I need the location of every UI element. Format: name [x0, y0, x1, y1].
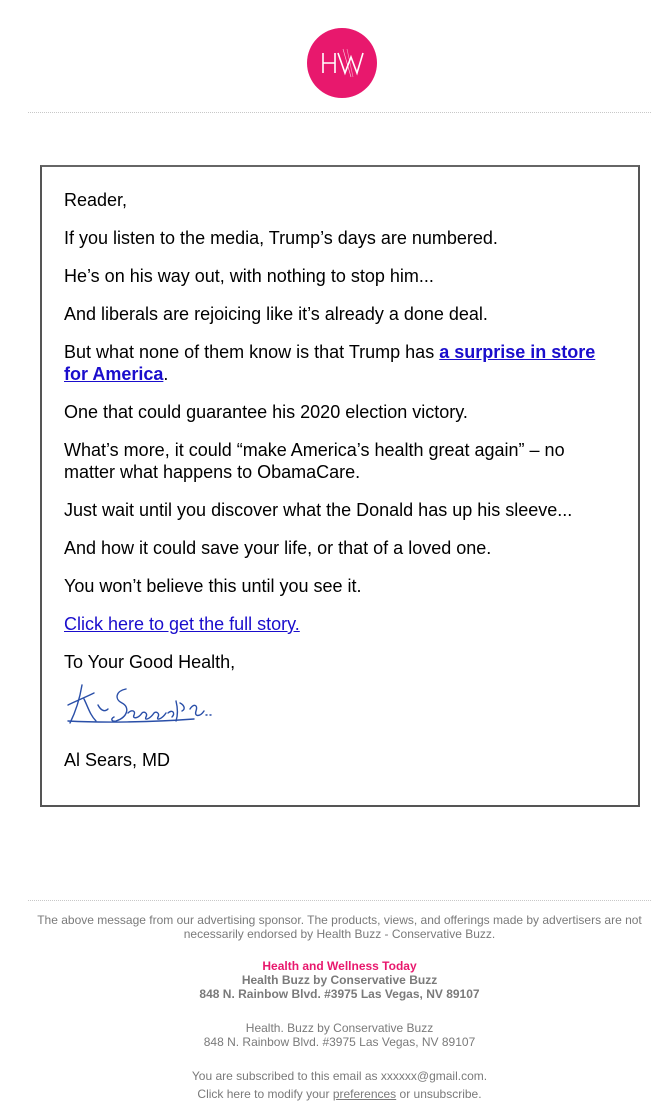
brand-subtitle: Health Buzz by Conservative Buzz — [241, 973, 438, 987]
letter-paragraph: And how it could save your life, or that of a loved one. — [64, 538, 492, 558]
unsubscribe-text: or unsubscribe. — [396, 1087, 482, 1101]
letter-body — [64, 189, 609, 787]
signature-image — [64, 679, 214, 729]
full-story-link[interactable]: Click here to get the full story. — [64, 614, 300, 634]
brand-address: 848 N. Rainbow Blvd. #3975 Las Vegas, NV 89107 — [199, 987, 480, 1001]
letter-container — [40, 165, 640, 807]
letter-paragraph: You won’t believe this until you see it. — [64, 576, 362, 596]
company-name: Health. Buzz by Conservative Buzz — [245, 1021, 434, 1035]
footer — [28, 913, 651, 1101]
letter-paragraph: He’s on his way out, with nothing to stop him... — [64, 266, 434, 286]
author-name: Al Sears, MD — [64, 750, 171, 770]
company-address: 848 N. Rainbow Blvd. #3975 Las Vegas, NV 89107 — [203, 1035, 476, 1049]
letter-paragraph: One that could guarantee his 2020 election victory. — [64, 402, 468, 422]
letter-paragraph: And liberals are rejoicing like it’s already a done deal. — [64, 304, 488, 324]
closing: To Your Good Health, — [64, 652, 236, 672]
cta-paragraph — [64, 613, 609, 635]
brand-name: Health and Wellness Today — [262, 959, 417, 973]
paragraph-text: But what none of them know is that Trump has — [64, 342, 440, 362]
header-logo-area — [0, 28, 672, 98]
hw-logo-mark — [315, 43, 369, 83]
header-divider — [28, 112, 651, 113]
paragraph-text: . — [163, 364, 169, 384]
hw-logo[interactable] — [307, 28, 377, 98]
preferences-line — [28, 1087, 651, 1101]
greeting: Reader, — [64, 190, 128, 210]
letter-paragraph-with-link — [64, 341, 609, 385]
preferences-text: Click here to modify your — [197, 1087, 333, 1101]
surprise-link[interactable]: a surprise in store for America — [64, 342, 596, 384]
preferences-link[interactable]: preferences — [332, 1087, 397, 1101]
letter-paragraph: If you listen to the media, Trump’s days are numbered. — [64, 228, 498, 248]
footer-divider — [28, 900, 651, 901]
subscription-info — [28, 1069, 651, 1101]
subscribed-email-notice: You are subscribed to this email as xxxxxx@gmail.com. — [191, 1069, 488, 1083]
letter-paragraph: What’s more, it could “make America’s health great again” – no matter what happens to ObamaCare. — [64, 440, 565, 482]
advertiser-disclaimer: The above message from our advertising sponsor. The products, views, and offerings made by advertisers are not necessarily endorsed by Health Buzz - Conservative Buzz. — [37, 913, 642, 941]
letter-paragraph: Just wait until you discover what the Donald has up his sleeve... — [64, 500, 573, 520]
company-info — [28, 1021, 651, 1049]
